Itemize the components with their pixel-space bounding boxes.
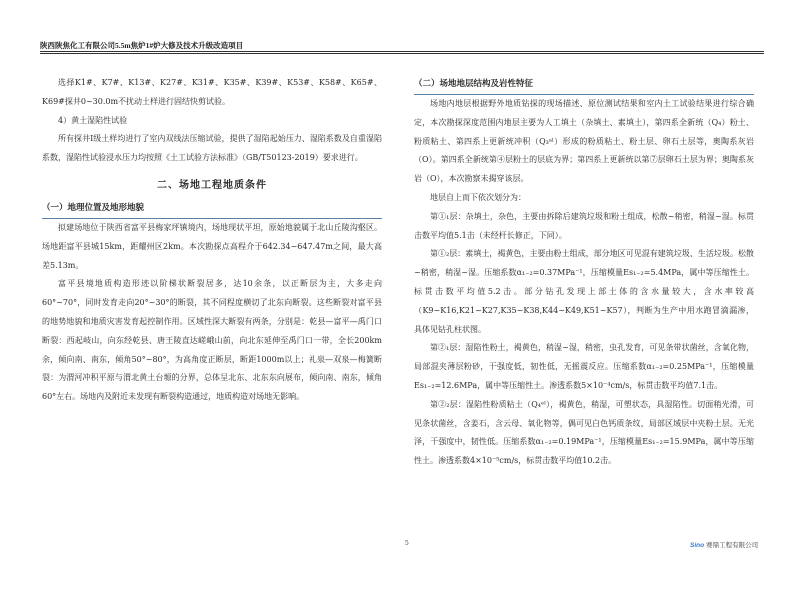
left-column [42, 74, 382, 407]
subsection-geography: （一）地理位置及地形地貌 [42, 198, 382, 219]
paragraph-layer-2-2: 第②₂层：湿陷性粉质粘土（Q₄ᵉˡ），褐黄色，稍湿，可塑状态，具湿陷性。切面稍光滑，可见条状菌丝，含姜石，含云母、氧化物等，偶可见白色钙质条纹，局部区域层中夹粉土层。无光泽，干强度中，韧性低。压缩系数α₁₋₂=0.19MPa⁻¹，压缩模量Es₁₋₂=15.9MPa，属中等压缩性土。渗透系数4×10⁻⁵cm/s，标贯击数平均值10.2击。 [414, 399, 754, 466]
footer-company-logo [690, 540, 758, 549]
section-title: 二、场地工程地质条件 [157, 179, 267, 191]
paragraph-layer-1-2: 第①₂层：素填土，褐黄色，主要由粉土组成，部分地区可见混有建筑垃圾、生活垃圾。松散~稍密，稍湿~湿。压缩系数α₁₋₂=0.37MPa⁻¹，压缩模量Es₁₋₂=5.4MPa，属中等压缩性土。标贯击数平均值5.2击。部分钻孔发现上部土体的含水量较大，含水率较高（K9~K16,K21~K27,K35~K38,K44~K49,K51~K57），判断为生产中用水跑冒滴漏渗，具体见钻孔柱状图。 [414, 249, 754, 334]
paragraph-fault-structure: 富平县境地质构造形迹以阶梯状断裂居多，达10余条，以正断层为主，大多走向60°~70°，同时发育走向20°~30°的断裂，其不同程度横切了北东向断裂。这些断裂对富平县的地势地貌和地质灾害发育起控制作用。区域性深大断裂有两条，分别是：乾县—富平—禹门口断裂：西起岐山，向东经乾县、唐王陵直达嵯峨山前，向北东延伸至禹门口一带，全长200km余，倾向南、南东，倾角50°~80°，为高角度正断层，断距1000m以上；礼泉—双泉—梅簧断裂：为渭河冲积平原与渭北黄土台塬的分界，总体呈北东、北东东向展布，倾向南、南东，倾角60°左右。场地内及附近未发现有断裂构造通过，地质构造对场地无影响。 [42, 279, 382, 402]
subsection-strata: （二）场地地层结构及岩性特征 [414, 74, 754, 95]
header-rule-top [40, 51, 764, 52]
page-number: 5 [405, 540, 409, 547]
paragraph-layer-1-1: 第①₁层：杂填土，杂色，主要由拆除后建筑垃圾和粉土组成，松散~稍密，稍湿~湿。标贯击数平均值5.1击（未经杆长修正，下同）。 [414, 211, 754, 240]
header-rule-bottom [40, 53, 764, 54]
right-column [414, 74, 754, 471]
paragraph-sample-wells: 选择K1#、K7#、K13#、K27#、K31#、K35#、K39#、K53#、K58#、K65#、K69#探井0~30.0m不扰动土样进行固结快剪试验。 [42, 78, 382, 106]
paragraph-layer-2-1: 第②₁层：湿陷性粉土，褐黄色，稍湿~湿，稍密，虫孔发育，可见条带状菌丝，含氧化物，局部混夹薄层粉砂，干强度低，韧性低，无摇震反应。压缩系数α₁₋₂=0.25MPa⁻¹，压缩模量Es₁₋₂=12.6MPa，属中等压缩性土。渗透系数5×10⁻⁴cm/s，标贯击数平均值7.1击。 [414, 343, 754, 390]
page-header: 陕西陕焦化工有限公司5.5m焦炉1#炉大修及技术升级改造项目 [40, 41, 244, 50]
paragraph-loess-test-heading: 4）黄土湿陷性试验 [58, 115, 128, 125]
paragraph-strata-overview: 场地内地层根据野外地质钻探的现场描述、原位测试结果和室内土工试验结果进行综合确定，本次勘探深度范围内地层主要为人工填土（杂填土、素填土），第四系全新统（Q₄）粉土、粉质粘土、第四系上更新统冲积（Q₃ᵃˡ）形成的粉质粘土、粉土层、卵石土层等，奥陶系灰岩（O）。第四系全新统第④层粉土的层底为界；第四系上更新统以第⑦层卵石土层为界；奥陶系灰岩（O），本次勘察未揭穿该层。 [414, 99, 754, 184]
paragraph-collapsibility-test: 所有探井Ⅰ级土样均进行了室内双线法压缩试验，提供了湿陷起始压力、湿陷系数及自重湿陷系数，湿陷性试验浸水压力均按照《土工试验方法标准》（GB/T50123-2019）要求进行。 [42, 134, 382, 163]
paragraph-strata-intro: 地层自上而下依次划分为： [430, 192, 526, 202]
logo-mark: Sino [690, 542, 705, 549]
paragraph-site-location: 拟建场地位于陕西省富平县梅家坪镇境内，场地现状平坦，原始地貌属于北山丘陵沟壑区。场地距富平县城15km，距耀州区2km。本次勘探点高程介于642.34~647.47m之间，最大高差5.13m。 [42, 222, 382, 270]
company-name: 赛鼎工程有限公司 [706, 542, 759, 549]
